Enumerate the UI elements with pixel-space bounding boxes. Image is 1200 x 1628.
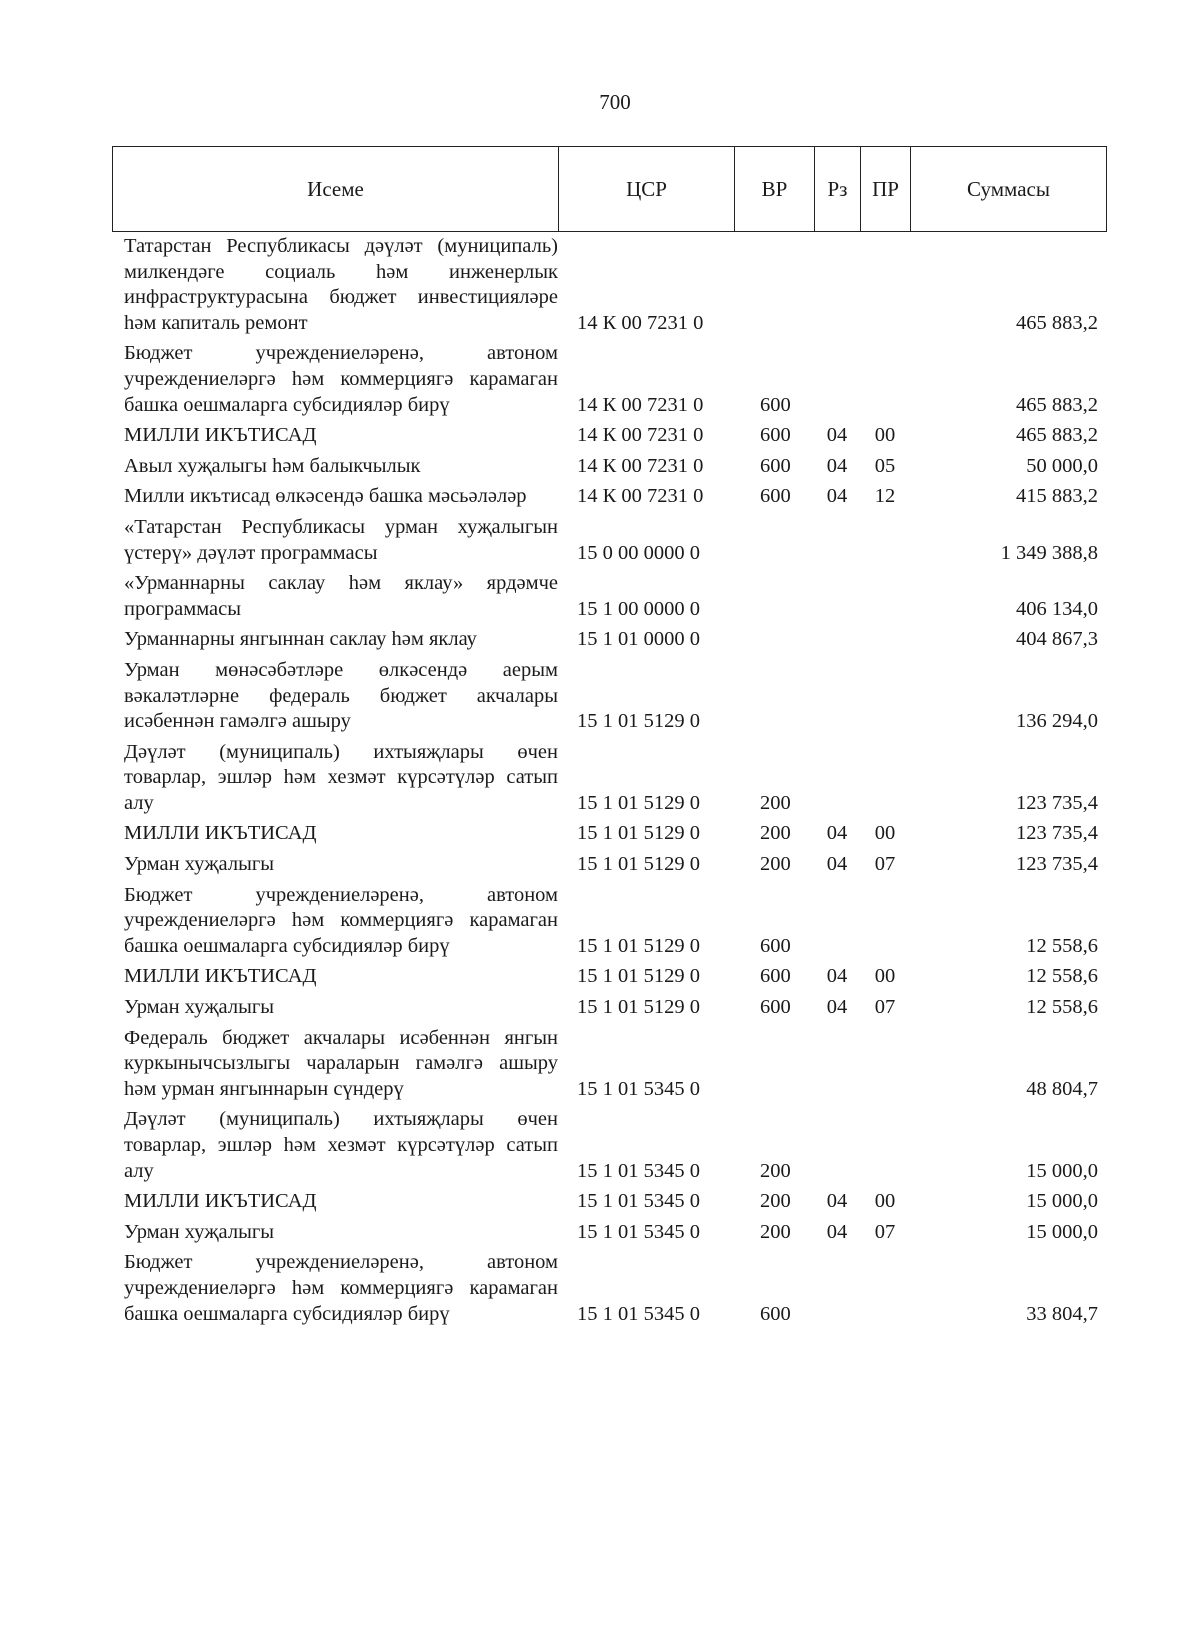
cell-sum: 15 000,0 [1026, 1190, 1098, 1213]
cell-csr: 15 1 01 0000 0 [577, 628, 700, 651]
cell-name: Авыл хуҗалыгы һәм балыкчылык [124, 454, 421, 477]
cell-vr: 600 [760, 393, 791, 416]
cell-sum: 1 349 388,8 [1000, 541, 1098, 564]
cell-sum: 465 883,2 [1016, 393, 1098, 416]
cell-csr: 14 К 00 7231 0 [577, 393, 704, 416]
cell-sum: 404 867,3 [1016, 628, 1098, 651]
cell-csr: 15 1 01 5129 0 [577, 710, 700, 733]
cell-csr: 14 К 00 7231 0 [577, 485, 704, 508]
table-row [112, 821, 1106, 847]
cell-vr: 600 [760, 424, 791, 447]
cell-sum: 12 558,6 [1026, 965, 1098, 988]
cell-sum: 33 804,7 [1026, 1302, 1098, 1325]
cell-pr: 07 [874, 996, 896, 1019]
cell-pr: 07 [874, 853, 896, 876]
cell-csr: 15 1 01 5129 0 [577, 996, 700, 1019]
cell-name: Бюджет учреждениеләренә, автоном учреждениеләргә һәм коммерциягә карамаган башка оешмаларга субсидияләр бирү [124, 883, 558, 957]
cell-csr: 14 К 00 7231 0 [577, 454, 704, 477]
cell-csr: 15 1 01 5345 0 [577, 1302, 700, 1325]
cell-csr: 15 1 01 5129 0 [577, 791, 700, 814]
cell-csr: 15 1 01 5345 0 [577, 1220, 700, 1243]
cell-vr: 600 [760, 485, 791, 508]
table-row [112, 1220, 1106, 1246]
table-row [112, 658, 1106, 735]
cell-name: МИЛЛИ ИКЪТИСАД [124, 1190, 317, 1213]
cell-sum: 123 735,4 [1016, 853, 1098, 876]
table-row [112, 995, 1106, 1021]
cell-vr: 600 [760, 934, 791, 957]
cell-sum: 415 883,2 [1016, 485, 1098, 508]
header-sum: Суммасы [911, 147, 1107, 232]
cell-rz: 04 [826, 424, 848, 447]
table-header [112, 146, 1107, 232]
cell-vr: 600 [760, 965, 791, 988]
table-row [112, 883, 1106, 960]
table-row [112, 740, 1106, 817]
cell-sum: 15 000,0 [1026, 1220, 1098, 1243]
cell-rz: 04 [826, 822, 848, 845]
header-rz: Рз [815, 147, 861, 232]
cell-csr: 14 К 00 7231 0 [577, 311, 704, 334]
cell-vr: 200 [760, 1220, 791, 1243]
cell-name: МИЛЛИ ИКЪТИСАД [124, 424, 317, 447]
cell-sum: 406 134,0 [1016, 597, 1098, 620]
cell-name: Урман хуҗалыгы [124, 853, 275, 876]
table-row [112, 627, 1106, 653]
cell-rz: 04 [826, 1220, 848, 1243]
cell-pr: 12 [874, 485, 896, 508]
cell-rz: 04 [826, 853, 848, 876]
header-name: Исеме [113, 147, 559, 232]
cell-sum: 465 883,2 [1016, 424, 1098, 447]
cell-name: Дәүләт (муниципаль) ихтыяҗлары өчен товарлар, эшләр һәм хезмәт күрсәтүләр сатып алу [124, 740, 558, 814]
cell-name: «Урманнарны саклау һәм яклау» ярдәмче программасы [124, 572, 558, 620]
table-row [112, 234, 1106, 336]
cell-pr: 05 [874, 454, 896, 477]
cell-name: Татарстан Республикасы дәүләт (муниципаль) милкендәге социаль һәм инженерлык инфраструктурасына бюджет инвестицияләре һәм капиталь ремонт [124, 235, 558, 334]
cell-name: Урманнарны янгыннан саклау һәм яклау [124, 628, 477, 651]
table-row [112, 852, 1106, 878]
cell-pr: 00 [874, 965, 896, 988]
cell-name: Милли икътисад өлкәсендә башка мәсьәләләр [124, 485, 527, 508]
cell-rz: 04 [826, 485, 848, 508]
header-csr: ЦСР [559, 147, 735, 232]
table-row [112, 341, 1106, 418]
cell-name: МИЛЛИ ИКЪТИСАД [124, 822, 317, 845]
table-row [112, 571, 1106, 622]
cell-name: МИЛЛИ ИКЪТИСАД [124, 965, 317, 988]
cell-sum: 465 883,2 [1016, 311, 1098, 334]
cell-csr: 15 1 00 0000 0 [577, 597, 700, 620]
cell-csr: 14 К 00 7231 0 [577, 424, 704, 447]
cell-sum: 15 000,0 [1026, 1159, 1098, 1182]
cell-csr: 15 0 00 0000 0 [577, 541, 700, 564]
cell-name: Урман мөнәсәбәтләре өлкәсендә аерым вәкаләтләрне федераль бюджет акчалары исәбеннән гамәлгә ашыру [124, 658, 558, 733]
cell-name: Федераль бюджет акчалары исәбеннән янгын куркынычсызлыгы чараларын гамәлгә ашыру һәм урман янгыннарын сүндерү [124, 1026, 558, 1100]
cell-name: Урман хуҗалыгы [124, 1220, 275, 1243]
cell-csr: 15 1 01 5129 0 [577, 853, 700, 876]
cell-vr: 200 [760, 1159, 791, 1182]
cell-csr: 15 1 01 5345 0 [577, 1159, 700, 1182]
cell-vr: 200 [760, 853, 791, 876]
cell-rz: 04 [826, 965, 848, 988]
cell-sum: 123 735,4 [1016, 791, 1098, 814]
header-vr: ВР [735, 147, 815, 232]
cell-name: «Татарстан Республикасы урман хуҗалыгын үстерү» дәүләт программасы [124, 515, 558, 564]
header-pr: ПР [861, 147, 911, 232]
cell-csr: 15 1 01 5129 0 [577, 965, 700, 988]
cell-pr: 00 [874, 424, 896, 447]
cell-csr: 15 1 01 5345 0 [577, 1190, 700, 1213]
table-row [112, 423, 1106, 449]
cell-name: Урман хуҗалыгы [124, 996, 275, 1019]
cell-sum: 136 294,0 [1016, 710, 1098, 733]
table-row [112, 1189, 1106, 1215]
table-row [112, 515, 1106, 566]
cell-sum: 12 558,6 [1026, 996, 1098, 1019]
cell-vr: 200 [760, 1190, 791, 1213]
table-row [112, 1250, 1106, 1327]
table-row [112, 1107, 1106, 1184]
table-row [112, 964, 1106, 990]
cell-csr: 15 1 01 5129 0 [577, 934, 700, 957]
table-body [112, 234, 1106, 1332]
cell-name: Бюджет учреждениеләренә, автоном учреждениеләргә һәм коммерциягә карамаган башка оешмаларга субсидияләр бирү [124, 1251, 558, 1325]
cell-vr: 600 [760, 996, 791, 1019]
cell-name: Бюджет учреждениеләренә, автоном учреждениеләргә һәм коммерциягә карамаган башка оешмаларга субсидияләр бирү [124, 342, 558, 416]
cell-csr: 15 1 01 5345 0 [577, 1077, 700, 1100]
cell-sum: 48 804,7 [1026, 1077, 1098, 1100]
table-row [112, 454, 1106, 480]
cell-sum: 12 558,6 [1026, 934, 1098, 957]
table-row [112, 1026, 1106, 1103]
cell-vr: 200 [760, 791, 791, 814]
cell-pr: 00 [874, 822, 896, 845]
cell-vr: 600 [760, 1302, 791, 1325]
cell-csr: 15 1 01 5129 0 [577, 822, 700, 845]
cell-vr: 600 [760, 454, 791, 477]
cell-name: Дәүләт (муниципаль) ихтыяҗлары өчен товарлар, эшләр һәм хезмәт күрсәтүләр сатып алу [124, 1108, 558, 1182]
cell-rz: 04 [826, 454, 848, 477]
page-number: 700 [599, 90, 631, 114]
cell-rz: 04 [826, 996, 848, 1019]
cell-sum: 123 735,4 [1016, 822, 1098, 845]
cell-pr: 07 [874, 1220, 896, 1243]
cell-vr: 200 [760, 822, 791, 845]
table-row [112, 484, 1106, 510]
cell-rz: 04 [826, 1190, 848, 1213]
cell-sum: 50 000,0 [1026, 454, 1098, 477]
cell-pr: 00 [874, 1190, 896, 1213]
